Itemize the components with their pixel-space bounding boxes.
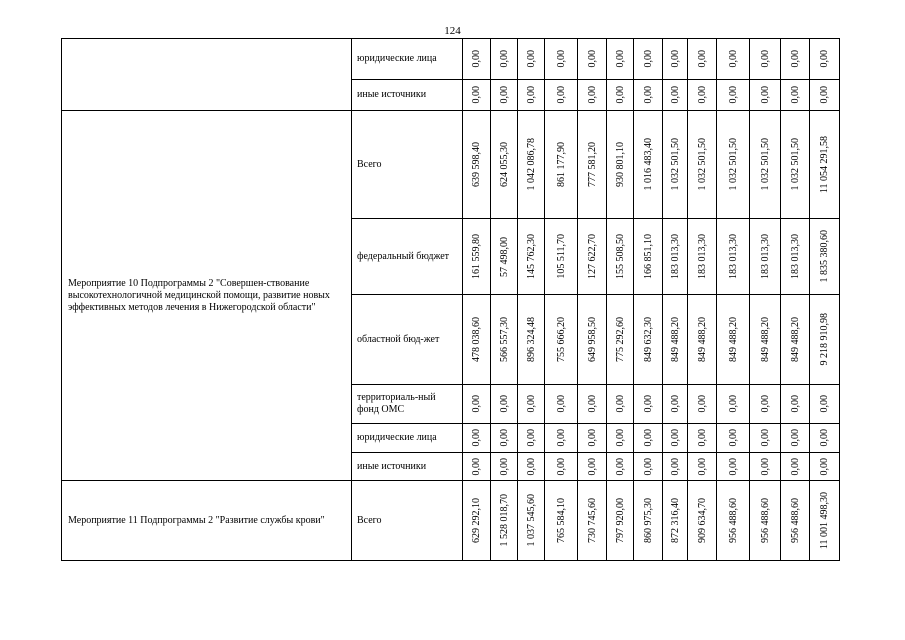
value-cell [545, 80, 578, 111]
value-cell [810, 219, 840, 295]
cell-value: 11 001 498,30 [819, 491, 830, 550]
cell-value: 0,00 [642, 86, 654, 104]
cell-value: 0,00 [555, 395, 567, 413]
value-cell [518, 385, 545, 424]
value-cell [463, 453, 491, 481]
value-cell [545, 111, 578, 219]
value-cell [663, 481, 688, 561]
cell-value: 0,00 [669, 50, 681, 68]
cell-value: 0,00 [642, 457, 654, 476]
value-cell [634, 424, 663, 453]
cell-value: 183 013,30 [789, 234, 801, 279]
cell-value: 155 508,50 [614, 234, 626, 279]
cell-value: 956 488,60 [727, 498, 739, 543]
cell-value: 930 801,10 [614, 142, 626, 187]
value-cell [663, 80, 688, 111]
value-cell [578, 80, 607, 111]
value-cell [578, 295, 607, 385]
cell-value: 777 581,20 [586, 142, 598, 187]
value-cell [717, 39, 750, 80]
value-cell [810, 111, 840, 219]
value-cell [607, 453, 634, 481]
cell-value: 0,00 [789, 395, 801, 413]
cell-value: 11 054 291,58 [819, 135, 830, 194]
value-cell [717, 219, 750, 295]
measure-name: Мероприятие 11 Подпрограммы 2 "Развитие службы крови" [62, 481, 352, 561]
value-cell [545, 295, 578, 385]
value-cell [810, 295, 840, 385]
value-cell [750, 481, 781, 561]
cell-value: 0,00 [819, 429, 830, 447]
value-cell [663, 385, 688, 424]
value-cell [750, 80, 781, 111]
cell-value: 0,00 [498, 457, 510, 476]
value-cell [750, 385, 781, 424]
cell-value: 145 762,30 [525, 234, 537, 279]
value-cell [634, 39, 663, 80]
cell-value: 0,00 [819, 86, 830, 104]
cell-value: 0,00 [759, 395, 771, 413]
cell-value: 0,00 [759, 457, 771, 476]
value-cell [781, 453, 810, 481]
value-cell [545, 39, 578, 80]
cell-value: 0,00 [819, 457, 830, 476]
value-cell [545, 481, 578, 561]
value-cell [491, 481, 518, 561]
value-cell [578, 111, 607, 219]
cell-value: 105 511,70 [555, 234, 567, 279]
cell-value: 1 528 018,70 [498, 494, 510, 547]
value-cell [781, 481, 810, 561]
cell-value: 624 055,30 [498, 142, 510, 187]
cell-value: 0,00 [759, 86, 771, 104]
cell-value: 0,00 [614, 395, 626, 413]
cell-value: 0,00 [696, 50, 708, 68]
cell-value: 0,00 [669, 86, 681, 104]
value-cell [634, 219, 663, 295]
value-cell [717, 80, 750, 111]
value-cell [688, 111, 717, 219]
cell-value: 0,00 [586, 429, 598, 447]
funding-source: Всего [352, 111, 463, 219]
value-cell [634, 481, 663, 561]
cell-value: 730 745,60 [586, 498, 598, 543]
value-cell [463, 424, 491, 453]
cell-value: 849 488,20 [696, 317, 708, 362]
cell-value: 0,00 [471, 86, 482, 104]
funding-source: Всего [352, 481, 463, 561]
value-cell [491, 219, 518, 295]
value-cell [634, 453, 663, 481]
value-cell [545, 424, 578, 453]
value-cell [607, 39, 634, 80]
value-cell [491, 80, 518, 111]
value-cell [518, 295, 545, 385]
value-cell [750, 39, 781, 80]
cell-value: 0,00 [727, 86, 739, 104]
value-cell [491, 453, 518, 481]
value-cell [607, 219, 634, 295]
cell-value: 0,00 [586, 86, 598, 104]
cell-value: 775 292,60 [614, 317, 626, 362]
cell-value: 765 584,10 [555, 498, 567, 543]
cell-value: 1 835 380,60 [819, 230, 830, 283]
value-cell [688, 424, 717, 453]
value-cell [518, 80, 545, 111]
cell-value: 183 013,30 [727, 234, 739, 279]
cell-value: 0,00 [586, 50, 598, 68]
cell-value: 0,00 [789, 86, 801, 104]
cell-value: 566 557,30 [498, 317, 510, 362]
cell-value: 0,00 [789, 457, 801, 476]
cell-value: 1 032 501,50 [696, 138, 708, 191]
cell-value: 0,00 [669, 457, 681, 476]
cell-value: 755 666,20 [555, 317, 567, 362]
value-cell [717, 385, 750, 424]
cell-value: 849 632,30 [642, 317, 654, 362]
cell-value: 0,00 [555, 457, 567, 476]
value-cell [578, 39, 607, 80]
cell-value: 0,00 [759, 429, 771, 447]
value-cell [578, 481, 607, 561]
cell-value: 0,00 [525, 86, 537, 104]
cell-value: 0,00 [471, 395, 482, 413]
value-cell [781, 219, 810, 295]
value-cell [491, 39, 518, 80]
value-cell [663, 295, 688, 385]
cell-value: 0,00 [727, 429, 739, 447]
value-cell [463, 481, 491, 561]
value-cell [781, 424, 810, 453]
value-cell [634, 385, 663, 424]
value-cell [810, 80, 840, 111]
value-cell [463, 385, 491, 424]
value-cell [688, 295, 717, 385]
value-cell [518, 39, 545, 80]
value-cell [717, 111, 750, 219]
cell-value: 0,00 [669, 395, 681, 413]
value-cell [463, 219, 491, 295]
funding-source: федеральный бюджет [352, 219, 463, 295]
cell-value: 0,00 [789, 50, 801, 68]
value-cell [607, 424, 634, 453]
value-cell [491, 111, 518, 219]
cell-value: 849 488,20 [789, 317, 801, 362]
value-cell [463, 80, 491, 111]
cell-value: 797 920,00 [614, 498, 626, 543]
cell-value: 872 316,40 [669, 498, 681, 543]
cell-value: 0,00 [498, 395, 510, 413]
cell-value: 0,00 [498, 429, 510, 447]
value-cell [750, 111, 781, 219]
cell-value: 0,00 [759, 50, 771, 68]
cell-value: 0,00 [498, 86, 510, 104]
cell-value: 478 038,60 [471, 317, 482, 362]
cell-value: 849 488,20 [727, 317, 739, 362]
cell-value: 0,00 [727, 50, 739, 68]
value-cell [663, 424, 688, 453]
value-cell [518, 219, 545, 295]
value-cell [518, 111, 545, 219]
value-cell [750, 295, 781, 385]
value-cell [781, 39, 810, 80]
funding-source: областной бюд-жет [352, 295, 463, 385]
value-cell [545, 385, 578, 424]
cell-value: 0,00 [727, 395, 739, 413]
funding-source: иные источники [352, 453, 463, 481]
value-cell [750, 219, 781, 295]
value-cell [545, 453, 578, 481]
value-cell [688, 219, 717, 295]
funding-source: юридические лица [352, 39, 463, 80]
table-row [62, 111, 840, 219]
cell-value: 0,00 [498, 50, 510, 68]
value-cell [717, 424, 750, 453]
value-cell [578, 219, 607, 295]
cell-value: 183 013,30 [669, 234, 681, 279]
funding-source: территориаль-ный фонд ОМС [352, 385, 463, 424]
cell-value: 127 622,70 [586, 234, 598, 279]
cell-value: 1 032 501,50 [727, 138, 739, 191]
cell-value: 0,00 [819, 50, 830, 68]
value-cell [518, 424, 545, 453]
value-cell [810, 481, 840, 561]
funding-source: иные источники [352, 80, 463, 111]
cell-value: 0,00 [525, 50, 537, 68]
value-cell [607, 481, 634, 561]
cell-value: 0,00 [586, 395, 598, 413]
cell-value: 183 013,30 [696, 234, 708, 279]
value-cell [717, 295, 750, 385]
value-cell [491, 295, 518, 385]
value-cell [634, 295, 663, 385]
cell-value: 0,00 [642, 429, 654, 447]
value-cell [688, 80, 717, 111]
cell-value: 166 851,10 [642, 234, 654, 279]
cell-value: 849 488,20 [669, 317, 681, 362]
cell-value: 1 032 501,50 [669, 138, 681, 191]
cell-value: 0,00 [696, 86, 708, 104]
cell-value: 183 013,30 [759, 234, 771, 279]
value-cell [491, 424, 518, 453]
cell-value: 1 016 483,40 [642, 138, 654, 191]
cell-value: 161 559,80 [471, 234, 482, 279]
value-cell [607, 385, 634, 424]
table-row [62, 39, 840, 80]
cell-value: 0,00 [614, 86, 626, 104]
value-cell [781, 80, 810, 111]
measure-name: Мероприятие 10 Подпрограммы 2 "Совершен-ствование высокотехнологичной медицинской помощи, развитие новых эффективных методов лечения в Нижегородской области" [62, 111, 352, 481]
value-cell [810, 453, 840, 481]
cell-value: 0,00 [696, 457, 708, 476]
cell-value: 0,00 [642, 395, 654, 413]
value-cell [781, 295, 810, 385]
cell-value: 1 032 501,50 [759, 138, 771, 191]
cell-value: 849 488,20 [759, 317, 771, 362]
cell-value: 0,00 [555, 86, 567, 104]
funding-table [61, 38, 840, 561]
value-cell [578, 453, 607, 481]
cell-value: 0,00 [471, 50, 482, 68]
value-cell [688, 481, 717, 561]
cell-value: 0,00 [471, 429, 482, 447]
value-cell [607, 111, 634, 219]
cell-value: 629 292,10 [471, 498, 482, 543]
cell-value: 649 958,50 [586, 317, 598, 362]
measure-name [62, 39, 352, 111]
value-cell [634, 80, 663, 111]
value-cell [781, 385, 810, 424]
value-cell [607, 80, 634, 111]
table-row [62, 481, 840, 561]
cell-value: 0,00 [614, 457, 626, 476]
cell-value: 909 634,70 [696, 498, 708, 543]
cell-value: 0,00 [789, 429, 801, 447]
value-cell [634, 111, 663, 219]
value-cell [810, 424, 840, 453]
value-cell [463, 295, 491, 385]
value-cell [518, 453, 545, 481]
value-cell [463, 39, 491, 80]
cell-value: 0,00 [555, 50, 567, 68]
cell-value: 0,00 [525, 395, 537, 413]
value-cell [578, 424, 607, 453]
value-cell [491, 385, 518, 424]
cell-value: 0,00 [614, 429, 626, 447]
cell-value: 0,00 [696, 429, 708, 447]
cell-value: 639 598,40 [471, 142, 482, 187]
value-cell [607, 295, 634, 385]
value-cell [717, 481, 750, 561]
value-cell [688, 385, 717, 424]
cell-value: 896 324,48 [525, 317, 537, 362]
cell-value: 9 218 910,98 [819, 313, 830, 366]
value-cell [663, 219, 688, 295]
value-cell [663, 453, 688, 481]
value-cell [781, 111, 810, 219]
funding-source: юридические лица [352, 424, 463, 453]
value-cell [578, 385, 607, 424]
cell-value: 0,00 [819, 395, 830, 413]
value-cell [545, 219, 578, 295]
value-cell [688, 453, 717, 481]
value-cell [810, 39, 840, 80]
cell-value: 0,00 [696, 395, 708, 413]
cell-value: 0,00 [669, 429, 681, 447]
cell-value: 861 177,90 [555, 142, 567, 187]
page-number: 124 [444, 25, 461, 37]
value-cell [663, 39, 688, 80]
cell-value: 0,00 [642, 50, 654, 68]
value-cell [750, 453, 781, 481]
value-cell [663, 111, 688, 219]
cell-value: 0,00 [614, 50, 626, 68]
cell-value: 0,00 [471, 457, 482, 476]
cell-value: 956 488,60 [759, 498, 771, 543]
value-cell [463, 111, 491, 219]
value-cell [717, 453, 750, 481]
cell-value: 0,00 [555, 429, 567, 447]
cell-value: 1 042 086,78 [525, 138, 537, 191]
value-cell [518, 481, 545, 561]
value-cell [750, 424, 781, 453]
cell-value: 0,00 [525, 457, 537, 476]
cell-value: 956 488,60 [789, 498, 801, 543]
value-cell [810, 385, 840, 424]
cell-value: 1 032 501,50 [789, 138, 801, 191]
cell-value: 0,00 [727, 457, 739, 476]
cell-value: 57 498,00 [498, 236, 510, 277]
cell-value: 1 037 545,60 [525, 494, 537, 547]
cell-value: 0,00 [525, 429, 537, 447]
cell-value: 0,00 [586, 457, 598, 476]
cell-value: 860 975,30 [642, 498, 654, 543]
value-cell [688, 39, 717, 80]
